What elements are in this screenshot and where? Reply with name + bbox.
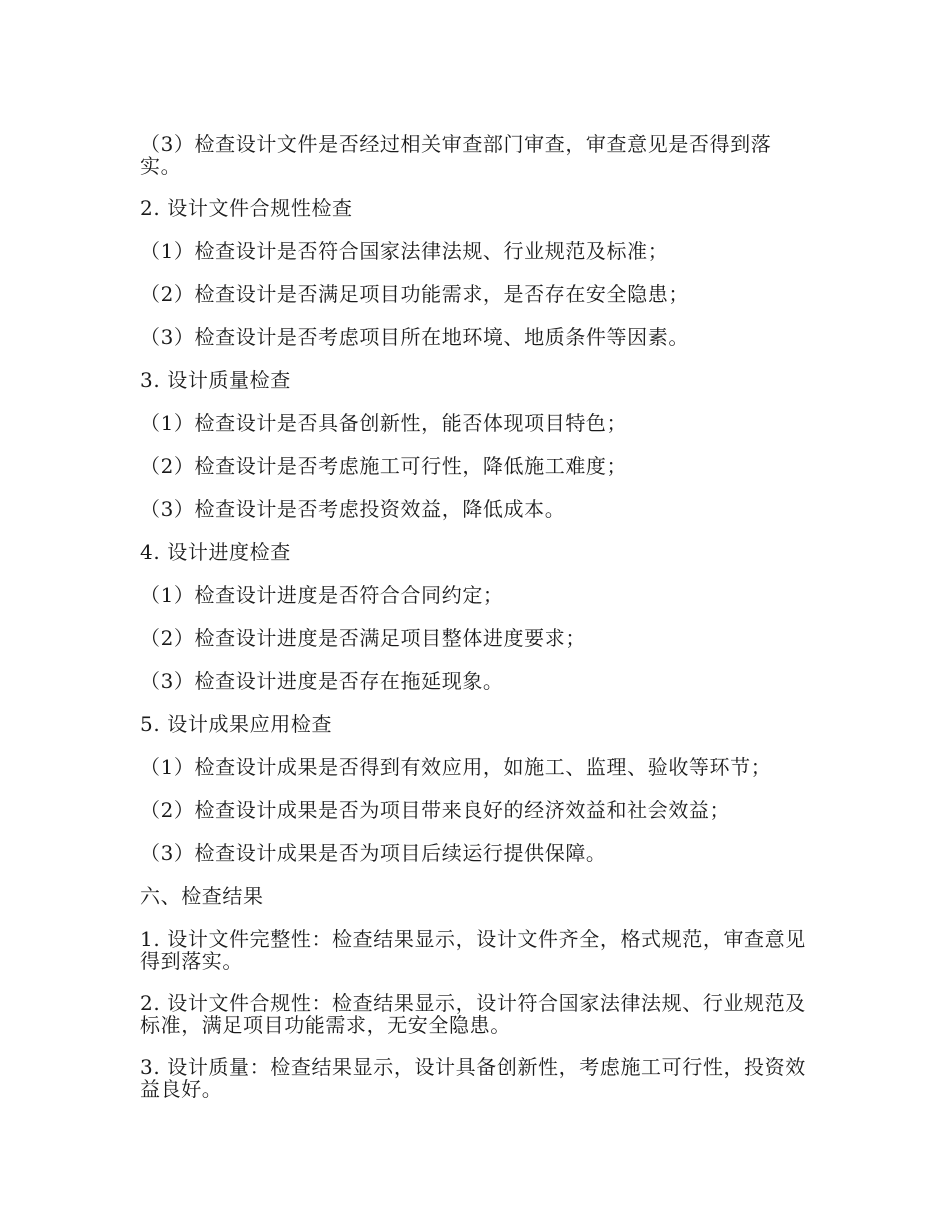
- section-heading-results: 六、检查结果: [140, 884, 264, 908]
- list-item: （3）检查设计是否考虑项目所在地环境、地质条件等因素。: [140, 325, 689, 349]
- list-item: （1）检查设计是否具备创新性，能否体现项目特色；: [140, 411, 628, 435]
- section-heading-application: 5. 设计成果应用检查: [140, 712, 333, 736]
- result-paragraph-compliance: 2. 设计文件合规性：检查结果显示，设计符合国家法律法规、行业规范及标准，满足项目功能需求，无安全隐患。: [140, 991, 806, 1037]
- section-heading-progress: 4. 设计进度检查: [140, 540, 291, 564]
- result-paragraph-completeness: 1. 设计文件完整性：检查结果显示，设计文件齐全，格式规范，审查意见得到落实。: [140, 927, 806, 973]
- paragraph-item-review: （3）检查设计文件是否经过相关审查部门审查，审查意见是否得到落实。: [140, 132, 772, 178]
- list-item: （2）检查设计进度是否满足项目整体进度要求；: [140, 626, 586, 650]
- list-item: （3）检查设计进度是否存在拖延现象。: [140, 669, 504, 693]
- list-item: （2）检查设计是否考虑施工可行性，降低施工难度；: [140, 454, 628, 478]
- result-paragraph-quality: 3. 设计质量：检查结果显示，设计具备创新性，考虑施工可行性，投资效益良好。: [140, 1055, 806, 1101]
- list-item: （1）检查设计是否符合国家法律法规、行业规范及标准；: [140, 239, 669, 263]
- list-item: （3）检查设计成果是否为项目后续运行提供保障。: [140, 841, 607, 865]
- document-body: [140, 133, 810, 1120]
- list-item: （1）检查设计成果是否得到有效应用，如施工、监理、验收等环节；: [140, 755, 772, 779]
- section-heading-quality: 3. 设计质量检查: [140, 368, 291, 392]
- list-item: （1）检查设计进度是否符合合同约定；: [140, 583, 504, 607]
- list-item: （2）检查设计是否满足项目功能需求，是否存在安全隐患；: [140, 282, 689, 306]
- list-item: （2）检查设计成果是否为项目带来良好的经济效益和社会效益；: [140, 798, 731, 822]
- list-item: （3）检查设计是否考虑投资效益，降低成本。: [140, 497, 566, 521]
- section-heading-compliance: 2. 设计文件合规性检查: [140, 196, 353, 220]
